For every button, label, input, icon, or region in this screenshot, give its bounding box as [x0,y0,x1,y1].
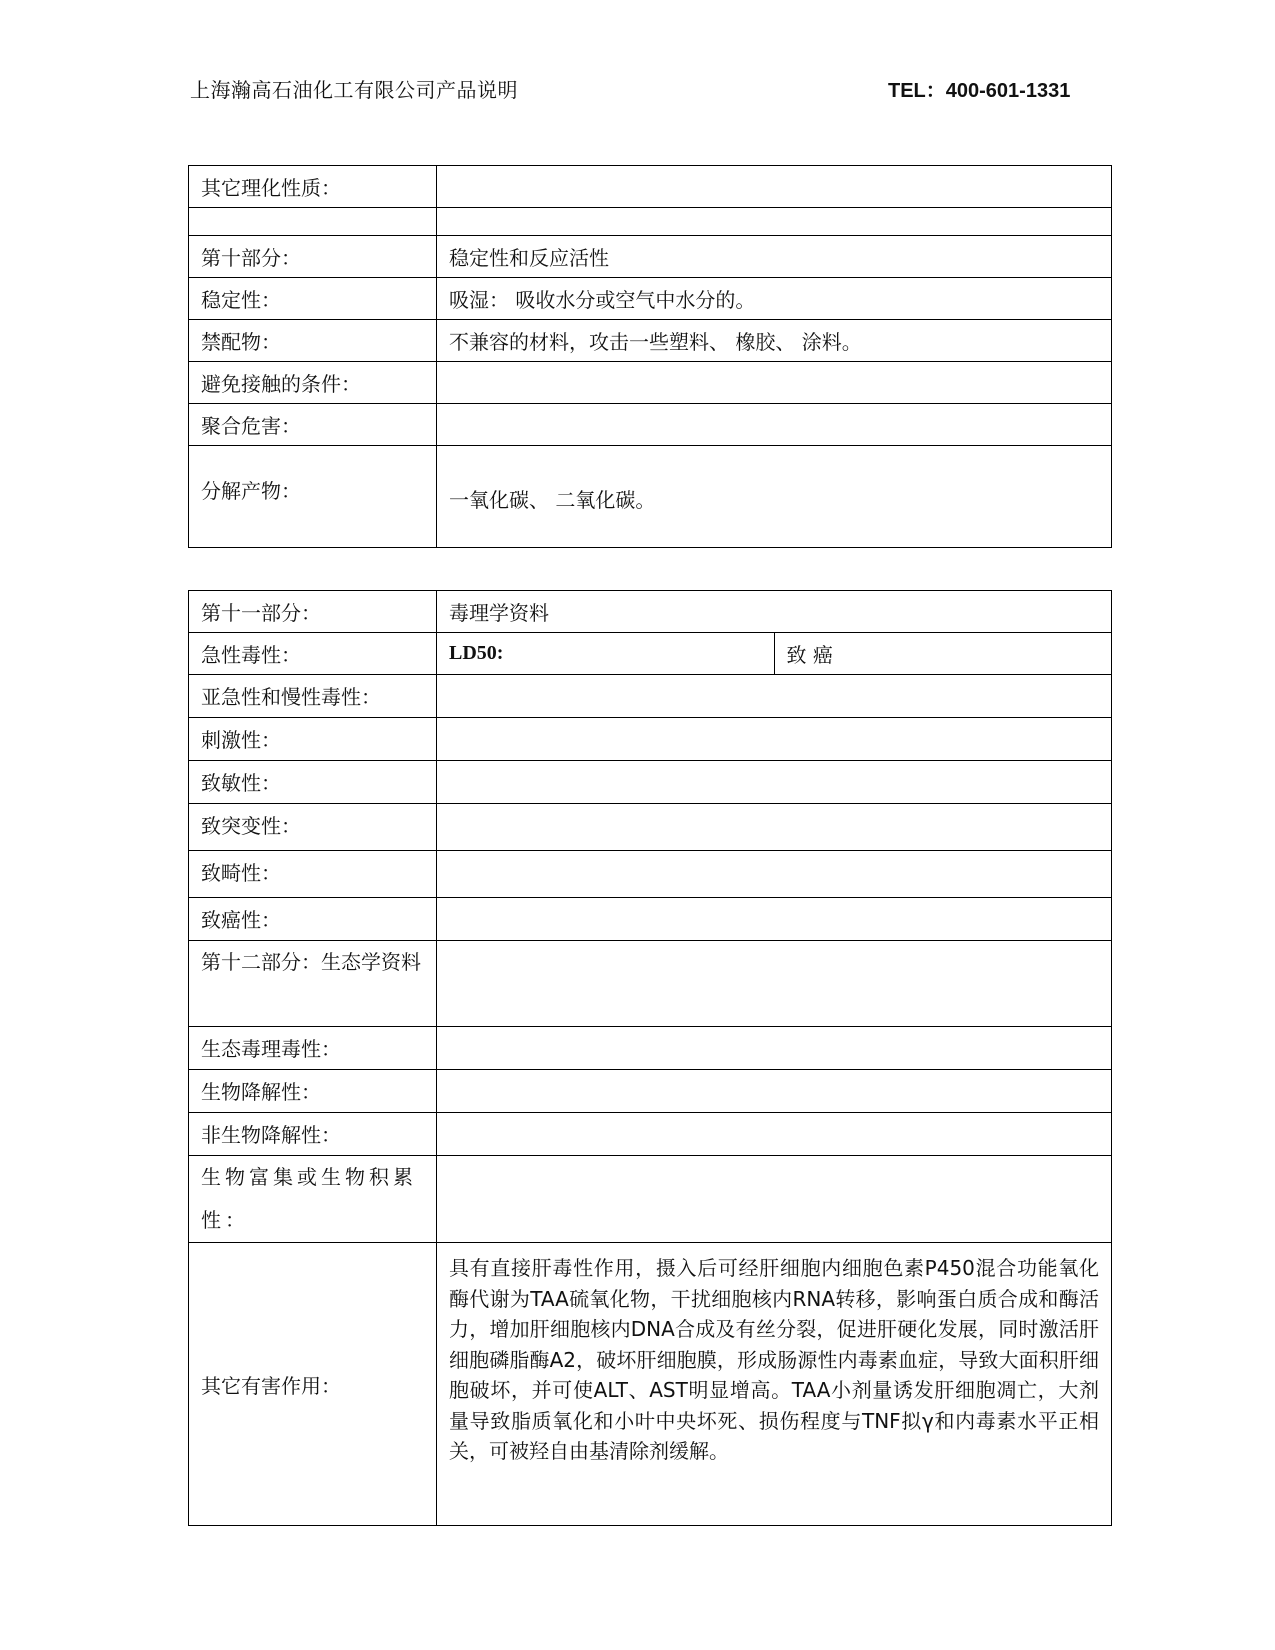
table-row [189,446,1112,548]
row-value [437,1070,1112,1113]
row-value: 毒理学资料 [437,591,1112,633]
row-label: 禁配物： [189,320,437,362]
section10-table [188,165,1112,548]
row-label: 急性毒性： [189,633,437,675]
row-value [437,941,1112,1027]
row-label: 致敏性： [189,761,437,804]
row-label: 分解产物： [189,446,437,548]
tel-header: TEL：400-601-1331 [888,80,1071,102]
row-label: 生态毒理毒性： [189,1027,437,1070]
table-row [189,851,1112,898]
table-row [189,633,1112,675]
row-value [437,761,1112,804]
row-label: 其它理化性质： [189,166,437,208]
row-label: 第十一部分： [189,591,437,633]
row-value [437,404,1112,446]
row-label: 稳定性： [189,278,437,320]
row-label: 第十部分： [189,236,437,278]
row-value [437,851,1112,898]
row-label: 其它有害作用： [189,1243,437,1526]
row-value: 吸湿： 吸收水分或空气中水分的。 [437,278,1112,320]
table-row [189,208,1112,236]
table-row [189,1027,1112,1070]
table-row [189,718,1112,761]
row-value [437,1027,1112,1070]
ld50-cell: LD50: [437,633,775,675]
company-header: 上海瀚高石油化工有限公司产品说明 [190,78,518,102]
row-label: 聚合危害： [189,404,437,446]
table-row [189,804,1112,851]
row-label: 致畸性： [189,851,437,898]
row-value [437,675,1112,718]
row-value: 不兼容的材料，攻击一些塑料、 橡胶、 涂料。 [437,320,1112,362]
row-value [437,166,1112,208]
row-value [437,1113,1112,1156]
row-label: 致突变性： [189,804,437,851]
row-label: 致癌性： [189,898,437,941]
row-label: 非生物降解性： [189,1113,437,1156]
row-value [437,718,1112,761]
table-row [189,166,1112,208]
other-effects-text: 具有直接肝毒性作用，摄入后可经肝细胞内细胞色素P450混合功能氧化酶代谢为TAA硫氧化物，干扰细胞核内RNA转移，影响蛋白质合成和酶活力，增加肝细胞核内DNA合成及有丝分裂，促进肝硬化发展，同时激活肝细胞磷脂酶A2，破坏肝细胞膜，形成肠源性内毒素血症，导致大面积肝细胞破坏，并可使ALT、AST明显增高。TAA小剂量诱发肝细胞凋亡，大剂量导致脂质氧化和小叶中央坏死、损伤程度与TNF拟γ和内毒素水平正相关，可被羟自由基清除剂缓解。 [437,1243,1112,1526]
row-label: 生物降解性： [189,1070,437,1113]
table-row [189,1070,1112,1113]
row-value [437,208,1112,236]
table-row [189,761,1112,804]
row-label: 生物富集或生物积累性： [189,1156,437,1243]
table-row [189,941,1112,1027]
row-value [437,898,1112,941]
row-value [437,804,1112,851]
row-label [189,208,437,236]
table-row [189,675,1112,718]
table-row [189,1113,1112,1156]
table-row [189,898,1112,941]
row-label: 第十二部分：生态学资料 [189,941,437,1027]
table-row [189,236,1112,278]
carcino-cell: 致 癌 [774,633,1112,675]
table-row [189,1156,1112,1243]
row-label: 避免接触的条件： [189,362,437,404]
table-row [189,591,1112,633]
row-value: 一氧化碳、 二氧化碳。 [437,446,1112,548]
section11-table [188,590,1112,1526]
table-row [189,278,1112,320]
row-label: 亚急性和慢性毒性： [189,675,437,718]
row-value [437,362,1112,404]
table-row [189,362,1112,404]
row-value [437,1156,1112,1243]
table-row [189,1243,1112,1526]
row-value: 稳定性和反应活性 [437,236,1112,278]
table-row [189,320,1112,362]
table-row [189,404,1112,446]
row-label: 刺激性： [189,718,437,761]
